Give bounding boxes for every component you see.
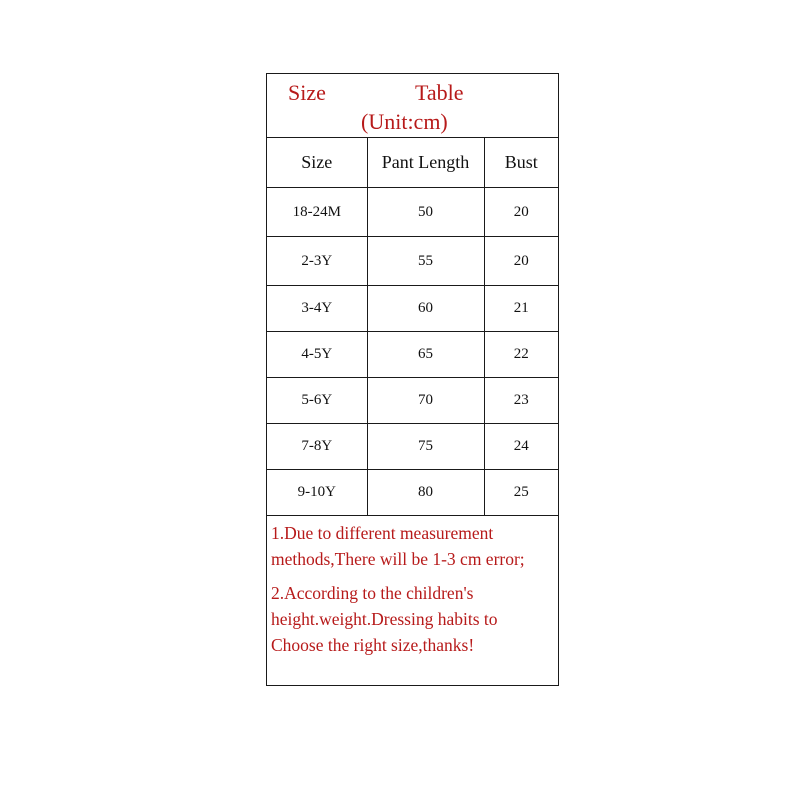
cell-pant-length: 65 bbox=[367, 332, 484, 378]
table-row bbox=[267, 470, 558, 516]
header-size: Size bbox=[267, 138, 367, 188]
cell-bust: 20 bbox=[484, 237, 558, 286]
cell-size: 9-10Y bbox=[267, 470, 367, 516]
cell-bust: 24 bbox=[484, 424, 558, 470]
measurement-table bbox=[267, 138, 558, 516]
cell-pant-length: 80 bbox=[367, 470, 484, 516]
table-row bbox=[267, 424, 558, 470]
note-size-advice: 2.According to the children's height.weight.Dressing habits to Choose the right size,thanks! bbox=[271, 583, 498, 655]
cell-pant-length: 75 bbox=[367, 424, 484, 470]
title-word-table: Table bbox=[415, 80, 464, 105]
cell-bust: 22 bbox=[484, 332, 558, 378]
title-word-size: Size bbox=[288, 80, 326, 105]
cell-size: 7-8Y bbox=[267, 424, 367, 470]
cell-pant-length: 60 bbox=[367, 286, 484, 332]
cell-size: 5-6Y bbox=[267, 378, 367, 424]
notes-block bbox=[267, 516, 558, 666]
table-row bbox=[267, 286, 558, 332]
table-row bbox=[267, 378, 558, 424]
chart-title bbox=[267, 74, 558, 138]
header-bust: Bust bbox=[484, 138, 558, 188]
table-row bbox=[267, 237, 558, 286]
cell-size: 18-24M bbox=[267, 188, 367, 237]
table-row bbox=[267, 332, 558, 378]
cell-bust: 21 bbox=[484, 286, 558, 332]
cell-bust: 20 bbox=[484, 188, 558, 237]
table-row bbox=[267, 188, 558, 237]
cell-bust: 25 bbox=[484, 470, 558, 516]
cell-pant-length: 50 bbox=[367, 188, 484, 237]
header-pant-length: Pant Length bbox=[367, 138, 484, 188]
size-chart bbox=[266, 73, 559, 686]
cell-pant-length: 55 bbox=[367, 237, 484, 286]
table-header-row bbox=[267, 138, 558, 188]
cell-pant-length: 70 bbox=[367, 378, 484, 424]
note-measurement-error: 1.Due to different measurement methods,There will be 1-3 cm error; bbox=[271, 523, 525, 569]
cell-bust: 23 bbox=[484, 378, 558, 424]
cell-size: 2-3Y bbox=[267, 237, 367, 286]
cell-size: 4-5Y bbox=[267, 332, 367, 378]
cell-size: 3-4Y bbox=[267, 286, 367, 332]
title-unit: (Unit:cm) bbox=[361, 109, 448, 134]
